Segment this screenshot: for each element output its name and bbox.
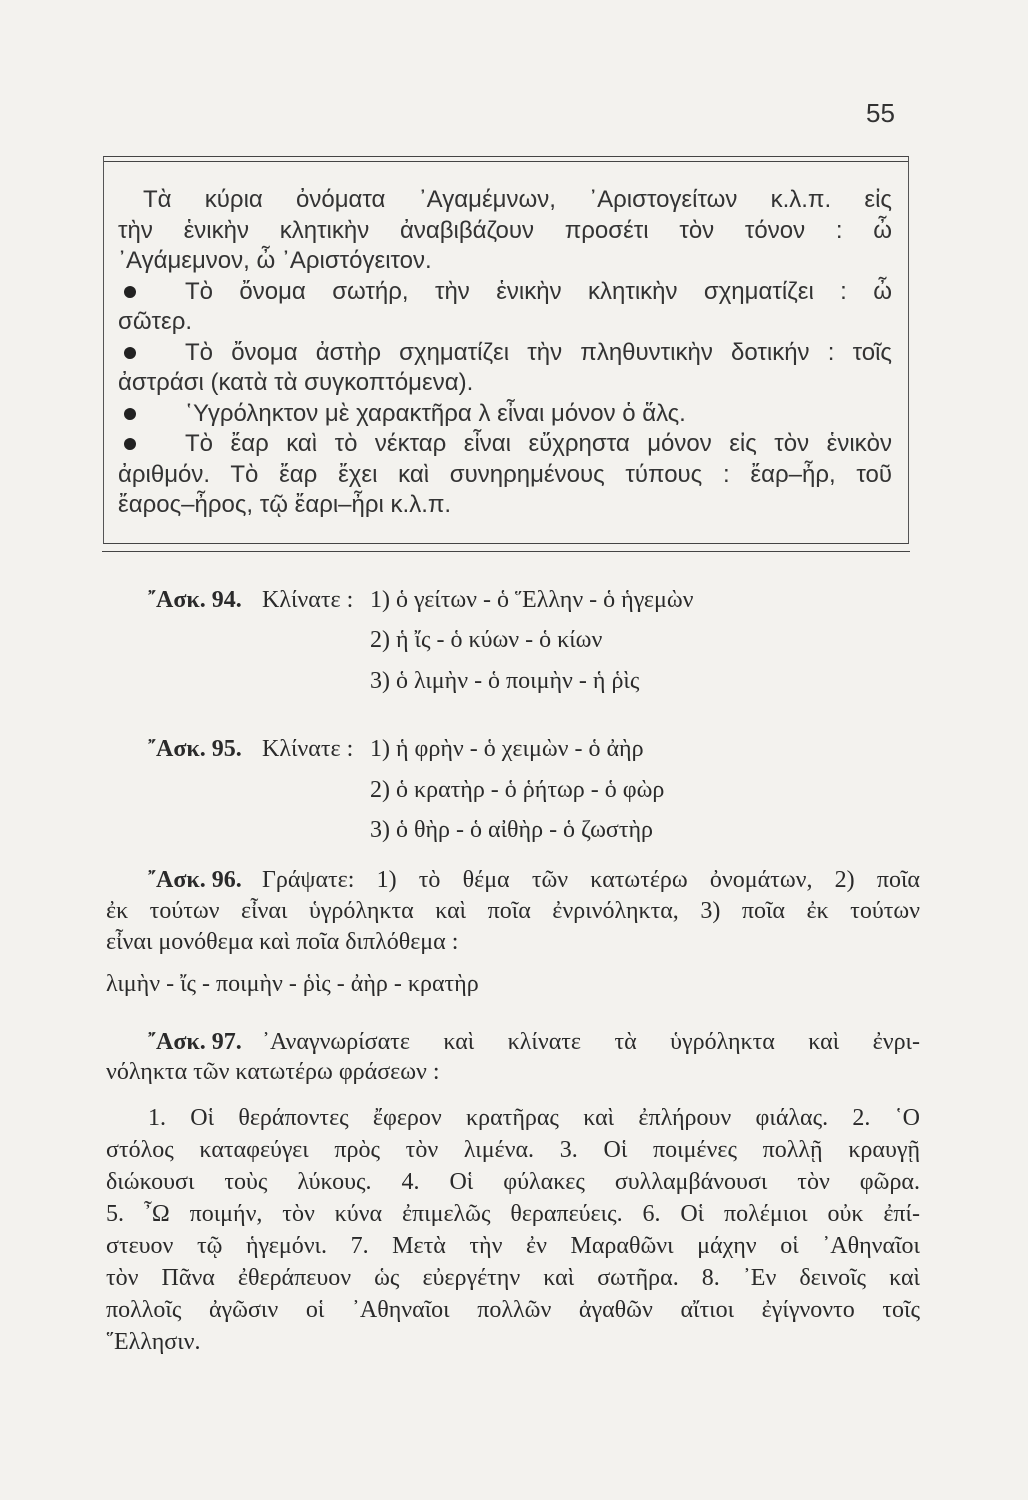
bullet-icon xyxy=(124,438,136,450)
note-line: ἔαρος–ἦρος, τῷ ἔαρι–ἦρι κ.λ.π. xyxy=(118,491,452,518)
note-line: ἀστράσι (κατὰ τὰ συγκοπτόμενα). xyxy=(118,369,474,396)
note-line: Τὸ ὄνομα ἀστὴρ σχηματίζει τὴν πληθυντικὴν δοτικήν : τοῖς xyxy=(185,338,892,366)
exercise-sentence-line: τὸν Πᾶνα ἐθεράπευον ὡς εὐεργέτην καὶ σωτῆρα. 8. ᾿Εν δεινοῖς καὶ xyxy=(106,1264,920,1291)
exercise-96-label: ῎Ασκ. 96. xyxy=(148,866,242,893)
note-line: Τὰ κύρια ὀνόματα ᾿Αγαμέμνων, ᾿Αριστογείτων κ.λ.π. εἰς xyxy=(143,186,892,213)
exercise-sentence-line: πολλοῖς ἀγῶσιν οἱ ᾿Αθηναῖοι πολλῶν ἀγαθῶν αἴτιοι ἐγίγνοντο τοῖς xyxy=(106,1296,920,1323)
exercise-sentence-line: 1. Οἱ θεράποντες ἔφερον κρατῆρας καὶ ἐπλήρουν φιάλας. 2. ῾Ο xyxy=(148,1104,920,1131)
grammar-note-box xyxy=(103,156,909,544)
exercise-sentence-line: 5. ῏Ω ποιμήν, τὸν κύνα ἐπιμελῶς θεραπεύεις. 6. Οἱ πολέμιοι οὐκ ἐπί- xyxy=(106,1200,920,1227)
page-number: 55 xyxy=(866,98,895,128)
note-line: τὴν ἑνικὴν κλητικὴν ἀναβιβάζουν προσέτι τὸν τόνον : ὦ xyxy=(118,216,892,244)
exercise-sentence-line: στευον τῷ ἡγεμόνι. 7. Μετὰ τὴν ἐν Μαραθῶνι μάχην οἱ ᾿Αθηναῖοι xyxy=(106,1232,920,1259)
note-bullet-line xyxy=(118,399,892,430)
exercise-94-label: ῎Ασκ. 94. xyxy=(148,586,242,613)
exercise-item: 1) ἡ φρὴν - ὁ χειμὼν - ὁ ἀὴρ xyxy=(370,736,644,762)
bullet-icon xyxy=(124,347,136,359)
exercise-item: 2) ὁ κρατὴρ - ὁ ῥήτωρ - ὁ φὼρ xyxy=(370,776,665,803)
exercise-text-line: ἐκ τούτων εἶναι ὑγρόληκτα καὶ ποῖα ἐνρινόληκτα, 3) ποῖα ἐκ τούτων xyxy=(106,897,920,924)
exercise-94-items xyxy=(370,580,920,702)
page-body xyxy=(0,156,1028,1358)
exercise-text-line: νόληκτα τῶν κατωτέρω φράσεων : xyxy=(106,1058,440,1085)
exercise-94-verb: Κλίνατε : xyxy=(262,586,354,613)
note-line: ἀριθμόν. Τὸ ἔαρ ἔχει καὶ συνηρημένους τύπους : ἔαρ–ἦρ, τοῦ xyxy=(118,460,892,488)
exercise-97-sentences xyxy=(106,1102,920,1358)
exercise-sentence-line: διώκουσι τοὺς λύκους. 4. Οἱ φύλακες συλλαμβάνουσι τὸν φῶρα. xyxy=(106,1168,920,1195)
exercise-95-label: ῎Ασκ. 95. xyxy=(148,736,242,762)
exercise-95-verb: Κλίνατε : xyxy=(262,736,354,762)
exercise-96 xyxy=(106,865,920,1000)
exercise-97-label: ῎Ασκ. 97. xyxy=(148,1028,242,1055)
note-line: ᾿Αγάμεμνον, ὦ ᾿Αριστόγειτον. xyxy=(118,247,432,274)
note-line: ῾Υγρόληκτον μὲ χαρακτῆρα λ εἶναι μόνον ὁ ἅλς. xyxy=(185,399,686,427)
exercise-text-line: ᾿Αναγνωρίσατε καὶ κλίνατε τὰ ὑγρόληκτα καὶ ἐνρι- xyxy=(262,1028,920,1055)
note-line: σῶτερ. xyxy=(118,308,193,335)
note-bullet-line xyxy=(118,277,892,308)
exercise-94 xyxy=(106,580,920,702)
note-bullet-line xyxy=(118,429,892,460)
exercise-item: 2) ἡ ἴς - ὁ κύων - ὁ κίων xyxy=(370,627,603,653)
exercise-sentence-line: στόλος καταφεύγει πρὸς τὸν λιμένα. 3. Οἱ ποιμένες πολλῇ κραυγῇ xyxy=(106,1136,920,1163)
exercise-item: 3) ὁ λιμὴν - ὁ ποιμὴν - ἡ ῥὶς xyxy=(370,667,640,694)
note-line: Τὸ ἔαρ καὶ τὸ νέκταρ εἶναι εὔχρηστα μόνον εἰς τὸν ἑνικὸν xyxy=(185,430,892,457)
exercise-97 xyxy=(106,1027,920,1358)
exercise-text-line: Γράψατε: 1) τὸ θέμα τῶν κατωτέρω ὀνομάτων, 2) ποῖα xyxy=(262,866,920,893)
exercise-word-list: λιμὴν - ἴς - ποιμὴν - ῥὶς - ἀὴρ - κρατὴρ xyxy=(106,970,479,997)
note-bullet-line xyxy=(118,338,892,369)
exercise-item: 1) ὁ γείτων - ὁ Ἕλλην - ὁ ἡγεμὼν xyxy=(370,586,694,613)
exercise-95 xyxy=(106,729,920,851)
bullet-icon xyxy=(124,408,136,420)
exercise-item: 3) ὁ θὴρ - ὁ αἰθὴρ - ὁ ζωστὴρ xyxy=(370,817,654,843)
exercise-95-items xyxy=(370,729,920,851)
note-line: Τὸ ὄνομα σωτήρ, τὴν ἑνικὴν κλητικὴν σχηματίζει : ὦ xyxy=(185,277,892,305)
exercise-text-line: εἶναι μονόθεμα καὶ ποῖα διπλόθεμα : xyxy=(106,928,459,955)
exercise-sentence-line: ῞Ελλησιν. xyxy=(106,1328,201,1355)
bullet-icon xyxy=(124,286,136,298)
